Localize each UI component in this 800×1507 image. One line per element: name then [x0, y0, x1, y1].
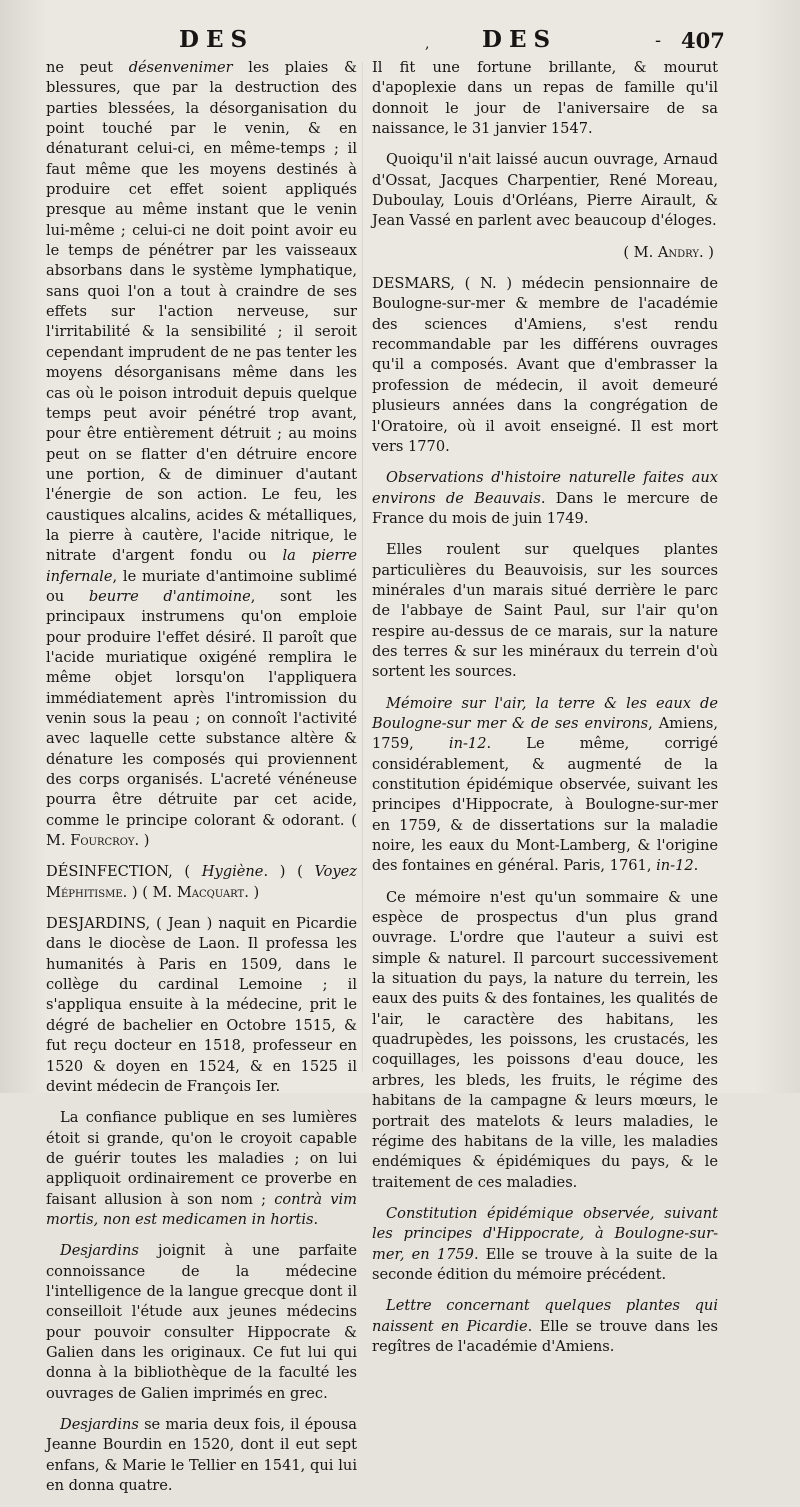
paragraph-grecque: Desjardins joignit à une parfaite connoissance de la médecine l'intelligence de la langue grecque dont il conseilloit l'étude aux jeunes médecins pour pouvoir consulter Hippocrate & Galien dans les originaux. Ce fut lui qui donna à la bibliothèque de la faculté les ouvrages de Galien imprimés en grec.: [46, 1242, 357, 1402]
entry-desinfection: DÉSINFECTION, ( Hygiène. ) ( Voyez Méphitisme. ) ( M. Macquart. ): [46, 863, 357, 901]
paragraph-venin: ne peut désenvenimer les plaies & blessures, que par la destruction des parties blessées, la désorganisation du point touché par le venin, & en dénaturant celui-ci, en même-temps ; il faut même que les moyens destinés à produire cet effet soient appliqués presque au même instant que le venin lui-même ; celui-ci ne doit point avoir eu le temps de pénétrer par les vaisseaux absorbans dans le système lymphatique, sans quoi l'on a tout à craindre de ses effets sur l'action nerveuse, sur l'irritabilité & la sensibilité ; il seroit cependant imprudent de ne pas tenter les moyens désorganisans même dans les cas où le poison introduit depuis quelque temps peut avoir pénétré trop avant, pour être entièrement détruit ; au moins peut on se flatter d'en détruire encore une portion, & de diminuer d'autant l'énergie de son action. Le feu, les caustiques alcalins, acides & métalliques, la pierre à cautère, l'acide nitrique, le nitrate d'argent fondu ou la pierre infernale, le muriate d'antimoine sublimé ou beurre d'antimoine, sont les principaux instrumens qu'on emploie pour produire l'effet désiré. Il paroît que l'acide muriatique oxigéné remplira le même objet lorsqu'on l'appliquera immédiatement après l'intromission du venin sous la peau ; on connoît l'activité avec laquelle cette substance altère & dénature les composés qui proviennent des corps organisés. L'acreté vénéneuse pourra être détruite par cet acide, comme le principe colorant & odorant. ( M. Fourcroy. ): [46, 59, 358, 850]
paragraph-sommaire: Ce mémoire n'est qu'un sommaire & une espèce de prospectus d'un plus grand ouvrage. L'ordre que l'auteur a suivi est simple & naturel. Il parcourt successivement la situation du pays, la nature du terrein, les eaux des puits & des fontaines, les qualités de l'air, le caractère des habitans, les quadrupèdes, les poissons, les crustacés, les coquillages, les poissons d'eau douce, les arbres, les bleds, les fruits, le régime des habitans de la campagne & leurs mœurs, le portrait des matelots & leurs maladies, le régime des habitans de la ville, les maladies endémiques & épidémiques du pays, & le traitement de ces maladies.: [372, 888, 718, 1191]
running-header: [0, 24, 800, 60]
work-observations: Observations d'histoire naturelle faites aux environs de Beauvais. Dans le mercure de France du mois de juin 1749.: [372, 469, 718, 527]
paragraph-eloges: Quoiqu'il n'ait laissé aucun ouvrage, Arnaud d'Ossat, Jacques Charpentier, René Moreau, Duboulay, Louis d'Orléans, Pierre Airault, & Jean Vassé en parlent avec beaucoup d'éloges.: [372, 151, 718, 230]
paragraph-confiance: La confiance publique en ses lumières étoit si grande, qu'on le croyoit capable de guérir toutes les maladies ; on lui appliquoit ordinairement ce proverbe en faisant allusion à son nom ; contrà vim mortis, non est medicamen in hortis.: [46, 1109, 357, 1228]
column-gutter: [362, 62, 363, 1072]
header-ornament: ,: [425, 36, 430, 52]
work-lettre: Lettre concernant quelques plantes qui naissent en Picardie. Elle se trouve dans les regîtres de l'académie d'Amiens.: [372, 1297, 718, 1355]
entry-desjardins: DESJARDINS, ( Jean ) naquit en Picardie dans le diocèse de Laon. Il professa les humanités à Paris en 1509, dans le collège du cardinal Lemoine ; il s'appliqua ensuite à la médecine, prit le dégré de bachelier en Octobre 1515, & fut reçu docteur en 1518, professeur en 1520 & doyen en 1524, & en 1525 il devint médecin de François Ier.: [46, 915, 357, 1095]
signature-andry: ( M. Andry. ): [623, 243, 714, 261]
work-constitution: Constitution épidémique observée, suivant les principes d'Hippocrate, à Boulogne-sur-mer, en 1759. Elle se trouve à la suite de la seconde édition du mémoire précédent.: [372, 1204, 718, 1283]
entry-desmars: DESMARS, ( N. ) médecin pensionnaire de Boulogne-sur-mer & membre de l'académie des sciences d'Amiens, s'est rendu recommandable par les différens ouvrages qu'il a composés. Avant que d'embrasser la profession de médecin, il avoit demeuré plusieurs années dans la congrégation de l'Oratoire, où il avoit enseigné. Il est mort vers 1770.: [372, 275, 718, 455]
left-column: [46, 58, 357, 1507]
right-running-head: DES: [482, 26, 558, 53]
work-memoire-air: Mémoire sur l'air, la terre & les eaux de Boulogne-sur mer & de ses environs, Amiens, 1759, in-12. Le même, corrigé considérablement, & augmenté de la constitution épidémique observée, suivant les principes d'Hippocrate, à Boulogne-sur-mer en 1759, & de dissertations sur la maladie noire, les eaux du Mont-Lamberg, & l'origine des fontaines en général. Paris, 1761, in-12.: [372, 694, 719, 875]
page-number: 407: [681, 28, 725, 53]
right-column: [372, 58, 718, 1368]
paragraph-mariage: Desjardins se maria deux fois, il épousa Jeanne Bourdin en 1520, dont il eut sept enfans, & Marie le Tellier en 1541, qui lui en donna quatre.: [46, 1416, 357, 1495]
paragraph-beauvoisis: Elles roulent sur quelques plantes particulières du Beauvoisis, sur les sources minérales d'un marais situé derrière le parc de l'abbaye de Saint Paul, sur l'air qu'on respire au-dessus de ce marais, sur la nature des terres & sur les minéraux du terrein d'où sortent les sources.: [372, 541, 718, 681]
left-running-head: DES: [179, 26, 255, 53]
paragraph-fortune: Il fit une fortune brillante, & mourut d'apoplexie dans un repas de famille qu'il donnoit le jour de l'aniversaire de sa naissance, le 31 janvier 1547.: [372, 59, 718, 138]
header-dash: -: [655, 30, 662, 51]
